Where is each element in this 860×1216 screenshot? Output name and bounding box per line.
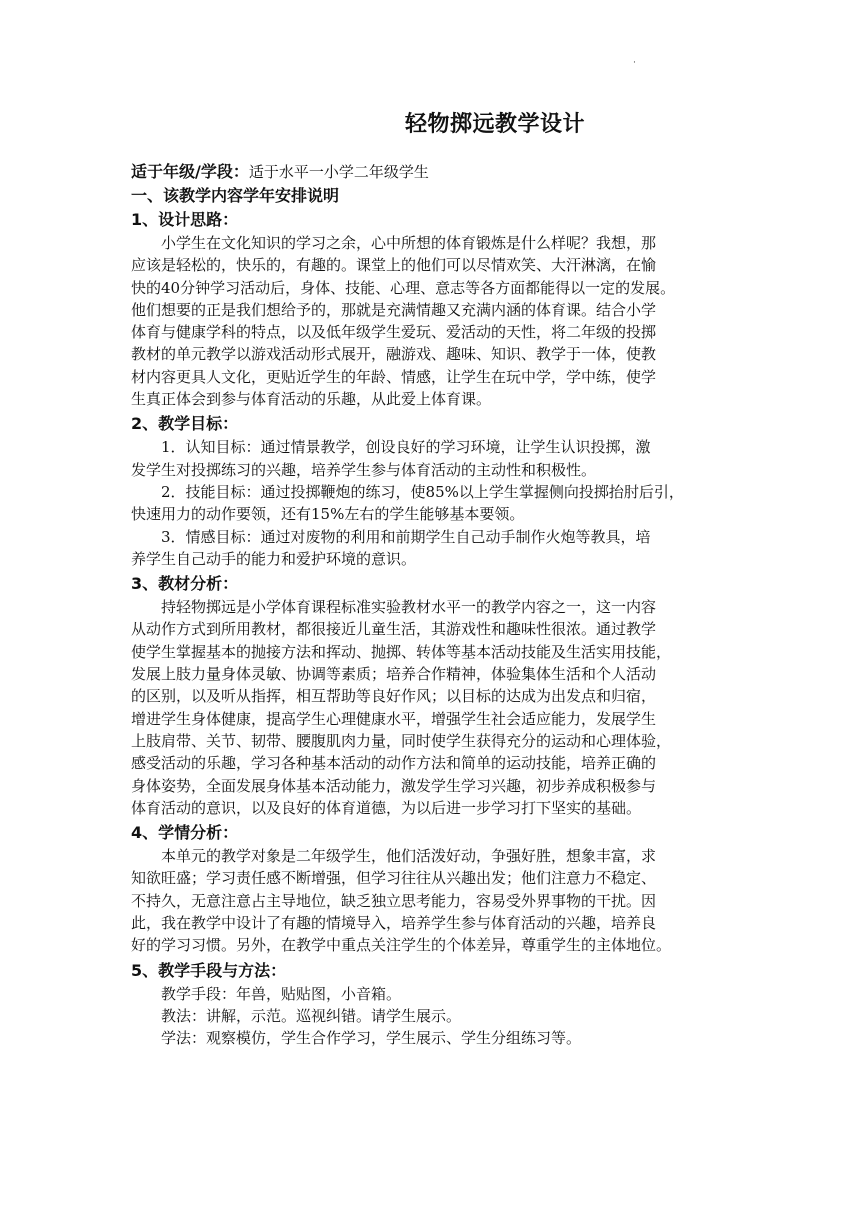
section-2-body <box>131 436 731 570</box>
paragraph-line: 使学生掌握基本的抛接方法和挥动、抛掷、转体等基本活动技能及生活实用技能， <box>131 642 672 661</box>
grade-line <box>131 160 731 184</box>
paragraph-line: 2．技能目标：通过投掷鞭炮的练习，使85%以上学生掌握侧向投掷抬肘后引， <box>161 482 684 501</box>
paragraph-line: 发展上肢力量身体灵敏、协调等素质；培养合作精神，体验集体生活和个人活动 <box>131 665 657 684</box>
paragraph-line: 感受活动的乐趣，学习各种基本活动的动作方法和简单的运动技能，培养正确的 <box>131 754 657 773</box>
method-line: 教法：讲解，示范。巡视纠错。请学生展示。 <box>161 1006 462 1025</box>
paragraph-line: 知欲旺盛；学习责任感不断增强，但学习往往从兴趣出发；他们注意力不稳定、 <box>131 869 657 888</box>
paragraph-line: 小学生在文化知识的学习之余，心中所想的体育锻炼是什么样呢？我想，那 <box>161 234 657 252</box>
paragraph-line: 材内容更具人文化，更贴近学生的年龄、情感，让学生在玩中学，学中练，使学 <box>131 367 657 386</box>
section-2-heading: 2、教学目标： <box>131 414 239 434</box>
paragraph-line: 生真正体会到参与体育活动的乐趣，从此爱上体育课。 <box>131 390 492 409</box>
paragraph-line: 体育活动的意识，以及良好的体育道德，为以后进一步学习打下坚实的基础。 <box>131 798 642 817</box>
paragraph-line: 养学生自己动手的能力和爱护环境的意识。 <box>131 549 417 568</box>
section-1-body <box>131 232 731 410</box>
paragraph-line: 他们想要的正是我们想给予的，那就是充满情趣又充满内涵的体育课。结合小学 <box>131 300 657 319</box>
paragraph-line: 应该是轻松的，快乐的，有趣的。课堂上的他们可以尽情欢笑、大汗淋漓，在愉 <box>131 256 657 275</box>
paragraph-line: 教材的单元教学以游戏活动形式展开，融游戏、趣味、知识、教学于一体，使教 <box>131 345 657 364</box>
paragraph-line: 不持久，无意注意占主导地位，缺乏独立思考能力，容易受外界事物的干扰。因 <box>131 891 657 910</box>
paragraph-line: 身体姿势，全面发展身体基本活动能力，激发学生学习兴趣，初步养成积极参与 <box>131 776 657 795</box>
paragraph-line: 本单元的教学对象是二年级学生，他们活泼好动，争强好胜，想象丰富，求 <box>161 847 657 866</box>
method-line: 教学手段：年兽，贴贴图，小音箱。 <box>161 984 402 1003</box>
paragraph-line: 快速用力的动作要领，还有15%左右的学生能够基本要领。 <box>131 505 525 524</box>
section-4-heading: 4、学情分析： <box>131 823 239 843</box>
method-line: 学法：观察模仿，学生合作学习，学生展示、学生分组练习等。 <box>161 1029 582 1048</box>
paragraph-line: 快的40分钟学习活动后，身体、技能、心理、意志等各方面都能得以一定的发展。 <box>131 278 676 297</box>
section-main-heading: 一、该教学内容学年安排说明 <box>131 186 340 205</box>
paragraph-line: 好的学习习惯。另外，在教学中重点关注学生的个体差异，尊重学生的主体地位。 <box>131 936 672 955</box>
document-title: 轻物掷远教学设计 <box>404 112 585 137</box>
paragraph-line: 3．情感目标：通过对废物的利用和前期学生自己动手制作火炮等教具，培 <box>161 527 651 546</box>
paragraph-line: 从动作方式到所用教材，都很接近儿童生活，其游戏性和趣味性很浓。通过教学 <box>131 620 657 639</box>
section-5-heading: 5、教学手段与方法： <box>131 960 287 980</box>
paragraph-line: 的区别，以及听从指挥，相互帮助等良好作风；以目标的达成为出发点和归宿， <box>131 687 657 706</box>
section-4-body <box>131 845 731 956</box>
section-5-body <box>131 983 731 1050</box>
paragraph-line: 此，我在教学中设计了有趣的情境导入，培养学生参与体育活动的兴趣，培养良 <box>131 914 657 933</box>
paragraph-line: 发学生对投掷练习的兴趣，培养学生参与体育活动的主动性和积极性。 <box>131 460 597 479</box>
paragraph-line: 1．认知目标：通过情景教学，创设良好的学习环境，让学生认识投掷，激 <box>161 438 651 457</box>
paragraph-line: 持轻物掷远是小学体育课程标准实验教材水平一的教学内容之一，这一内容 <box>161 598 657 617</box>
section-1-heading: 1、设计思路： <box>131 210 239 229</box>
document-body <box>131 160 731 1050</box>
section-3-heading: 3、教材分析： <box>131 574 239 594</box>
grade-value: 适于水平一小学二年级学生 <box>248 163 429 181</box>
header-mark: · <box>633 58 636 68</box>
paragraph-line: 体育与健康学科的特点，以及低年级学生爱玩、爱活动的天性，将二年级的投掷 <box>131 323 657 342</box>
grade-label: 适于年级/学段： <box>131 162 249 181</box>
paragraph-line: 增进学生身体健康，提高学生心理健康水平，增强学生社会适应能力，发展学生 <box>131 709 657 728</box>
paragraph-line: 上肢肩带、关节、韧带、腰腹肌肉力量，同时使学生获得充分的运动和心理体验， <box>131 731 672 750</box>
section-3-body <box>131 596 731 819</box>
